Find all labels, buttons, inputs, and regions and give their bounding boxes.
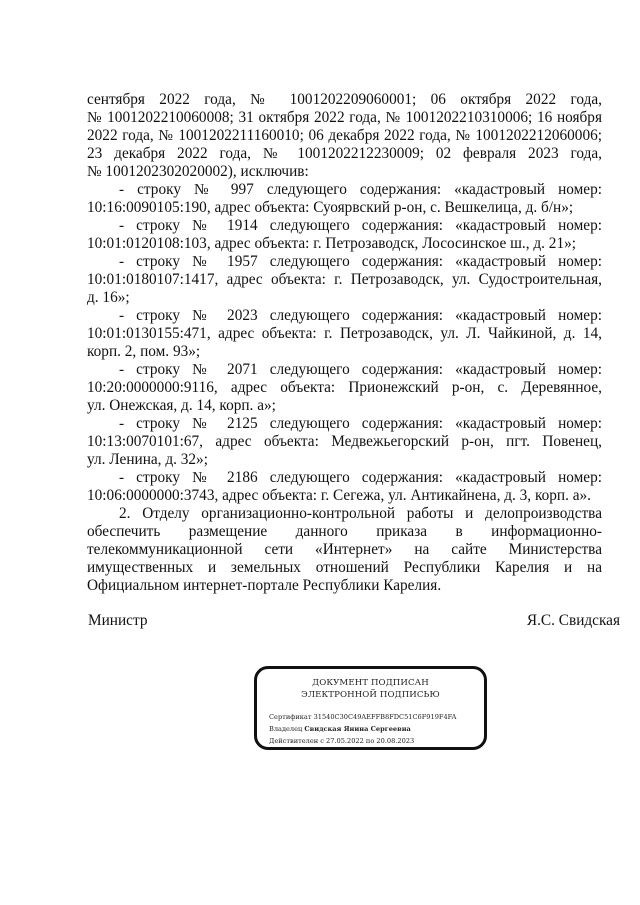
text-line: 23 декабря 2022 года, № 1001202212230009; 02 февраля 2023 года, <box>87 145 602 162</box>
text-line: 10:13:0070101:67, адрес объекта: Медвежьегорский р-он, пгт. Повенец, <box>87 433 602 450</box>
stamp-certificate-label: Сертификат <box>269 713 312 721</box>
stamp-valid-to-label: по <box>365 737 375 745</box>
stamp-title-line2: ЭЛЕКТРОННОЙ ПОДПИСЬЮ <box>301 690 440 700</box>
text-line: - строку № 1957 следующего содержания: «кадастровый номер: <box>119 253 602 270</box>
text-line: ул. Онежская, д. 14, корп. а»; <box>87 397 276 414</box>
text-line: 10:01:0180107:1417, адрес объекта: г. Петрозаводск, ул. Судостроительная, <box>87 271 602 288</box>
text-line: 10:01:0120108:103, адрес объекта: г. Петрозаводск, Лососинское ш., д. 21»; <box>87 235 576 252</box>
text-line: 2022 года, № 1001202211160010; 06 декабря 2022 года, № 1001202212060006; <box>87 127 602 144</box>
stamp-valid-to: 20.08.2023 <box>376 737 415 745</box>
signatory-name: Я.С. Свидская <box>526 612 620 629</box>
text-line: корп. 2, пом. 93»; <box>87 343 201 360</box>
text-line: - строку № 1914 следующего содержания: «кадастровый номер: <box>119 217 602 234</box>
text-line: ул. Ленина, д. 32»; <box>87 451 208 468</box>
signatory-position: Министр <box>88 612 148 629</box>
text-line: - строку № 2071 следующего содержания: «кадастровый номер: <box>119 361 602 378</box>
stamp-certificate-value: 31540C30C49AEFFB8FDC51C6F919F4FA <box>313 713 457 721</box>
stamp-owner-label: Владелец <box>269 725 303 733</box>
text-line: - строку № 2125 следующего содержания: «кадастровый номер: <box>119 415 602 432</box>
stamp-valid-from: 27.05.2022 <box>326 737 364 745</box>
text-line: д. 16»; <box>87 289 130 306</box>
text-line: - строку № 997 следующего содержания: «кадастровый номер: <box>119 181 602 198</box>
electronic-signature-stamp <box>254 666 487 750</box>
stamp-valid-label: Действителен с <box>269 737 324 745</box>
text-line: Официальном интернет-портале Республики Карелия. <box>87 577 442 594</box>
text-line: обеспечить размещение данного приказа в информационно- <box>87 523 602 540</box>
text-line: - строку № 2023 следующего содержания: «кадастровый номер: <box>119 307 602 324</box>
stamp-certificate <box>269 713 456 721</box>
text-line: 10:06:0000000:3743, адрес объекта: г. Сегежа, ул. Антикайнена, д. 3, корп. а». <box>87 487 592 504</box>
text-line: 10:16:0090105:190, адрес объекта: Суоярвский р-он, с. Вешкелица, д. б/н»; <box>87 199 574 216</box>
stamp-title-line1: ДОКУМЕНТ ПОДПИСАН <box>312 678 429 688</box>
stamp-validity <box>269 737 414 745</box>
text-line: - строку № 2186 следующего содержания: «кадастровый номер: <box>119 469 602 486</box>
text-line: 2. Отделу организационно-контрольной работы и делопроизводства <box>119 505 602 522</box>
stamp-owner <box>269 725 411 733</box>
text-line: имущественных и земельных отношений Республики Карелия и на <box>87 559 602 576</box>
text-line: сентября 2022 года, № 1001202209060001; 06 октября 2022 года, <box>87 91 602 108</box>
text-line: 10:01:0130155:471, адрес объекта: г. Петрозаводск, ул. Л. Чайкиной, д. 14, <box>87 325 602 342</box>
text-line: 10:20:0000000:9116, адрес объекта: Прионежский р-он, с. Деревянное, <box>87 379 602 396</box>
text-line: № 1001202210060008; 31 октября 2022 года, № 1001202210310006; 16 ноября <box>87 109 602 126</box>
text-line: № 1001202302020002), исключив: <box>87 163 309 180</box>
stamp-owner-value: Свидская Янина Сергеевна <box>304 725 411 733</box>
text-line: телекоммуникационной сети «Интернет» на сайте Министерства <box>87 541 602 558</box>
